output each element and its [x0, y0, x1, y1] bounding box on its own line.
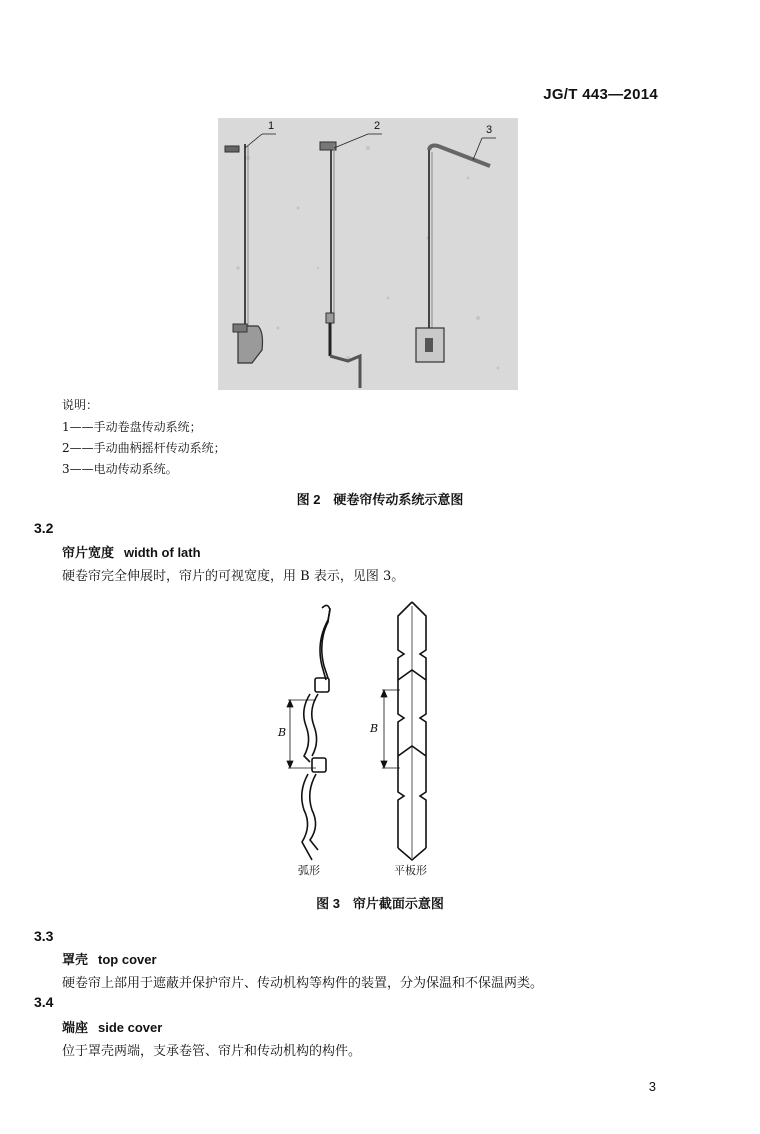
arc-lath-profile: [302, 605, 330, 860]
section-3-4-number: 3.4: [34, 994, 54, 1010]
dimension-b-flat: [381, 690, 400, 768]
section-3-2-term: [62, 542, 201, 561]
callout-3: 3: [486, 124, 493, 136]
figure-3-lath-sections: [270, 596, 460, 878]
callout-leaders: [245, 134, 496, 160]
page-number: 3: [648, 1079, 656, 1094]
section-3-3-term: [62, 949, 157, 968]
section-3-2-definition: 硬卷帘完全伸展时，帘片的可视宽度，用 B 表示，见图 3。: [62, 569, 405, 584]
dimension-label-flat: B: [370, 722, 379, 735]
term-cn: 罩壳: [62, 953, 89, 968]
section-3-4-term: [62, 1017, 162, 1036]
dimension-label-arc: B: [278, 726, 287, 739]
figure-3-caption: 图 3 帘片截面示意图: [316, 896, 444, 911]
figure-2-caption: 图 2 硬卷帘传动系统示意图: [296, 492, 464, 507]
term-en: width of lath: [124, 545, 201, 560]
legend-title: 说明：: [62, 398, 99, 412]
section-3-4-definition: 位于罩壳两端，支承卷管、帘片和传动机构的构件。: [62, 1044, 362, 1059]
figure-2-drawing: [218, 118, 518, 390]
label-arc: 弧形: [298, 864, 320, 877]
term-en: side cover: [98, 1020, 163, 1035]
manual-reel-system: [225, 144, 263, 363]
section-3-3-number: 3.3: [34, 928, 54, 944]
term-cn: 帘片宽度: [62, 546, 115, 561]
standard-code: JG/T 443—2014: [543, 86, 658, 103]
photo-texture: [236, 146, 499, 369]
label-flat: 平板形: [394, 864, 427, 877]
callout-2: 2: [374, 120, 381, 132]
section-3-3-definition: 硬卷帘上部用于遮蔽并保护帘片、传动机构等构件的装置，分为保温和不保温两类。: [62, 976, 544, 991]
figure-3-drawing: [270, 596, 460, 878]
section-3-2-number: 3.2: [34, 520, 54, 536]
figure-2-drive-systems: [218, 118, 518, 390]
term-cn: 端座: [62, 1021, 89, 1036]
legend-item-1: 1——手动卷盘传动系统；: [62, 420, 202, 434]
legend-item-2: 2——手动曲柄摇杆传动系统；: [62, 441, 226, 455]
callout-1: 1: [268, 120, 275, 132]
electric-system: [416, 146, 490, 363]
crank-rocker-system: [320, 142, 360, 388]
legend-item-3: 3——电动传动系统。: [62, 462, 178, 476]
flat-lath-profile: [398, 602, 426, 860]
term-en: top cover: [98, 952, 157, 967]
